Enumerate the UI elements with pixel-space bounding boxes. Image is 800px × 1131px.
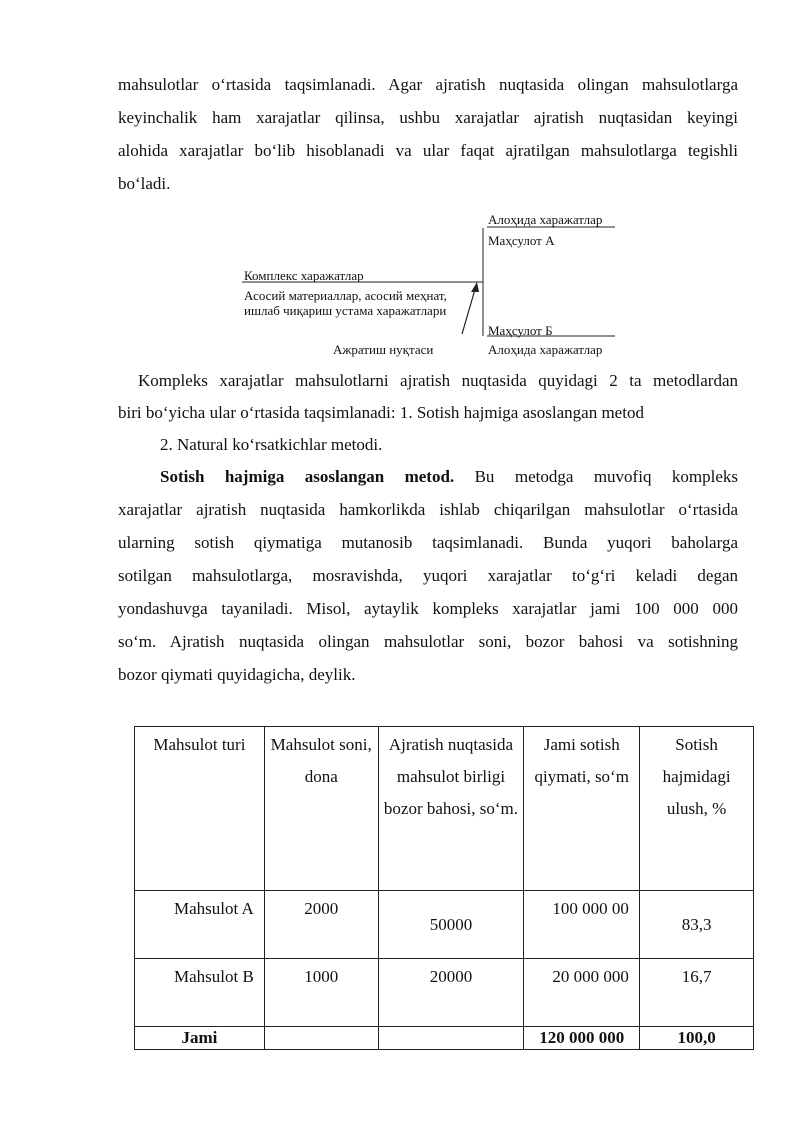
text-line [160, 461, 738, 493]
table-row [135, 891, 754, 959]
table-cell: Mahsulot B [135, 959, 265, 1027]
label-complex-costs: Комплекс харажатлар [244, 268, 364, 283]
table-cell [378, 1027, 524, 1050]
text-line: mahsulotlar o‘rtasida taqsimlanadi. Agar ajratish nuqtasida olingan mahsulotlarga [118, 75, 738, 94]
cost-split-diagram [0, 0, 800, 370]
table-cell: 100,0 [640, 1027, 754, 1050]
table-header-cell: Sotish hajmidagi ulush, % [640, 727, 754, 891]
label-complex-desc: ишлаб чиқариш устама харажатлари [244, 303, 447, 318]
table-header-cell: Jami sotish qiymati, so‘m [524, 727, 640, 891]
table-cell: 50000 [378, 891, 524, 959]
label-product-b: Маҳсулот Б [488, 323, 553, 338]
table-cell: 16,7 [640, 959, 754, 1027]
text-line: alohida xarajatlar bo‘lib hisoblanadi va ular faqat ajratilgan mahsulotlarga tegishli [118, 141, 738, 160]
table-row [135, 959, 754, 1027]
table-header-cell: Mahsulot soni, dona [264, 727, 378, 891]
sales-table [134, 726, 754, 1050]
table-cell: Mahsulot A [135, 891, 265, 959]
table-cell: 1000 [264, 959, 378, 1027]
table-cell: 20 000 000 [524, 959, 640, 1027]
table-cell: 2000 [264, 891, 378, 959]
text-line: sotilgan mahsulotlarga, mosravishda, yuqori xarajatlar to‘g‘ri keladi degan [118, 566, 738, 585]
text-line: xarajatlar ajratish nuqtasida hamkorlikda ishlab chiqarilgan mahsulotlar o‘rtasida [118, 500, 738, 519]
table-cell: 120 000 000 [524, 1027, 640, 1050]
table-header-cell: Mahsulot turi [135, 727, 265, 891]
label-top-separate: Алоҳида харажатлар [488, 212, 603, 227]
label-product-a: Маҳсулот А [488, 233, 555, 248]
table-header-row [135, 727, 754, 891]
table-cell [264, 1027, 378, 1050]
method1-first-text: Bu metodga muvofiq kompleks [454, 467, 738, 486]
label-complex-desc: Асосий материаллар, асосий меҳнат, [244, 288, 447, 303]
table-cell: 20000 [378, 959, 524, 1027]
text-line: yondashuvga tayaniladi. Misol, aytaylik kompleks xarajatlar jami 100 000 000 [118, 599, 738, 618]
label-split-point: Ажратиш нуқтаси [333, 342, 434, 357]
table-cell: Jami [135, 1027, 265, 1050]
method1-heading: Sotish hajmiga asoslangan metod. [160, 467, 455, 486]
text-line: ularning sotish qiymatiga mutanosib taqsimlanadi. Bunda yuqori baholarga [118, 533, 738, 552]
text-line: bo‘ladi. [118, 174, 171, 193]
table-cell: 83,3 [640, 891, 754, 959]
text-line: so‘m. Ajratish nuqtasida olingan mahsulotlar soni, bozor bahosi va sotishning [118, 632, 738, 651]
table-total-row [135, 1027, 754, 1050]
text-line: bozor qiymati quyidagicha, deylik. [118, 665, 356, 684]
text-line: biri bo‘yicha ular o‘rtasida taqsimlanadi: 1. Sotish hajmiga asoslangan metod [118, 403, 644, 422]
label-bottom-separate: Алоҳида харажатлар [488, 342, 603, 357]
table-header-cell: Ajratish nuqtasida mahsulot birligi bozor bahosi, so‘m. [378, 727, 524, 891]
text-line: Kompleks xarajatlar mahsulotlarni ajratish nuqtasida quyidagi 2 ta metodlardan [138, 371, 738, 390]
text-line: keyinchalik ham xarajatlar qilinsa, ushbu xarajatlar ajratish nuqtasidan keyingi [118, 108, 738, 127]
table-cell: 100 000 00 [524, 891, 640, 959]
text-line: 2. Natural ko‘rsatkichlar metodi. [160, 435, 383, 454]
